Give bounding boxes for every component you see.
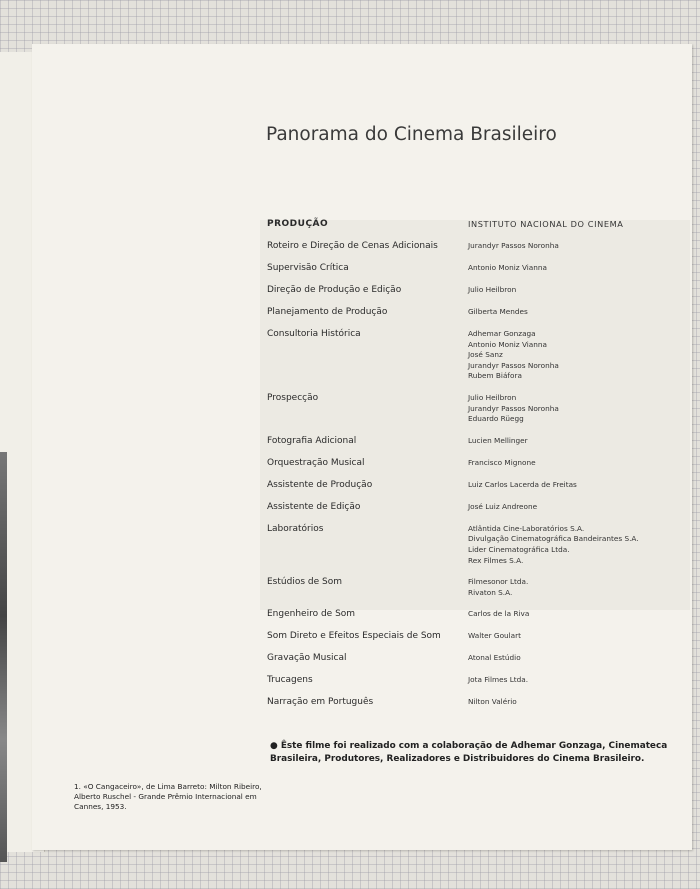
- credit-name: Jurandyr Passos Noronha: [468, 403, 559, 413]
- credit-row: [267, 329, 687, 382]
- credit-row: [267, 307, 687, 318]
- credit-name: Filmesonor Ltda.: [468, 577, 529, 587]
- credit-role: Trucagens: [267, 675, 313, 686]
- credit-role: Som Direto e Efeitos Especiais de Som: [267, 631, 441, 642]
- credit-names: [468, 502, 537, 513]
- credit-name: Rubem Biáfora: [468, 371, 522, 381]
- credit-role: PRODUÇÃO: [267, 219, 329, 229]
- credit-names: [468, 458, 536, 469]
- credit-row: [267, 393, 687, 425]
- credit-name: INSTITUTO NACIONAL DO CINEMA: [468, 219, 624, 229]
- credit-names: [468, 697, 517, 708]
- credit-name: Walter Goulart: [468, 631, 522, 641]
- credit-names: [468, 524, 639, 566]
- credit-names: [468, 631, 521, 642]
- credit-role: Direção de Produção e Edição: [267, 285, 402, 295]
- credit-name: Antonio Moniz Vianna: [468, 263, 547, 272]
- page-title: Panorama do Cinema Brasileiro: [266, 124, 557, 145]
- credit-name: Julio Heilbron: [468, 392, 517, 402]
- credit-row: [267, 219, 687, 230]
- credit-role: Assistente de Produção: [267, 479, 373, 490]
- photo-caption: 1. «O Cangaceiro», de Lima Barreto: Milton Ribeiro, Alberto Ruschel - Grande Prêmio Internacional em Cannes, 1953.: [74, 782, 262, 812]
- credit-role: Orquestração Musical: [267, 457, 365, 468]
- credit-row: [267, 524, 687, 566]
- credit-name: Francisco Mignone: [468, 457, 536, 467]
- credit-names: [468, 329, 559, 382]
- credit-role: Prospecção: [267, 392, 319, 403]
- credit-names: [468, 675, 528, 686]
- credit-name: Carlos de la Riva: [468, 609, 530, 619]
- credit-names: [468, 219, 624, 230]
- credit-names: [468, 241, 559, 252]
- credits-list: [267, 219, 687, 719]
- credit-row: [267, 285, 687, 296]
- credit-row: [267, 675, 687, 686]
- credit-name: Atonal Estúdio: [468, 653, 521, 663]
- credit-name: Jurandyr Passos Noronha: [468, 241, 559, 250]
- credit-name: Nilton Valério: [468, 697, 517, 707]
- credit-names: [468, 307, 528, 318]
- credit-row: [267, 577, 687, 598]
- credit-role: Planejamento de Produção: [267, 307, 388, 317]
- credit-role: Fotografia Adicional: [267, 435, 357, 446]
- document-page: [32, 44, 692, 850]
- credit-names: [468, 393, 559, 425]
- credit-row: [267, 502, 687, 513]
- credit-name: Julio Heilbron: [468, 285, 517, 294]
- credit-names: [468, 577, 528, 598]
- collaboration-note: ● Êste filme foi realizado com a colaboração de Adhemar Gonzaga, Cinemateca Brasileira, Produtores, Realizadores e Distribuidores do Cinema Brasileiro.: [270, 741, 668, 764]
- credit-name: José Sanz: [468, 350, 503, 360]
- credit-names: [468, 436, 528, 447]
- credit-name: Atlântida Cine-Laboratórios S.A.: [468, 523, 585, 533]
- credit-name: Eduardo Rüegg: [468, 414, 524, 424]
- credit-role: Laboratórios: [267, 523, 324, 534]
- credit-row: [267, 697, 687, 708]
- credit-names: [468, 480, 577, 491]
- credit-name: Jurandyr Passos Noronha: [468, 360, 559, 370]
- credit-role: Consultoria Histórica: [267, 329, 361, 339]
- credit-names: [468, 653, 521, 664]
- credit-role: Roteiro e Direção de Cenas Adicionais: [267, 241, 438, 251]
- credit-name: Antonio Moniz Vianna: [468, 339, 547, 349]
- credit-names: [468, 263, 547, 274]
- credit-role: Gravação Musical: [267, 653, 347, 664]
- credit-role: Supervisão Crítica: [267, 263, 349, 273]
- credit-name: Divulgação Cinematográfica Bandeirantes S.A.: [468, 534, 639, 544]
- credit-name: Lider Cinematográfica Ltda.: [468, 544, 570, 554]
- credit-role: Assistente de Edição: [267, 501, 361, 512]
- credit-role: Estúdios de Som: [267, 577, 342, 588]
- credit-row: [267, 653, 687, 664]
- credit-row: [267, 436, 687, 447]
- credit-row: [267, 241, 687, 252]
- credit-row: [267, 480, 687, 491]
- credit-name: Jota Filmes Ltda.: [468, 675, 529, 685]
- credit-name: Gilberta Mendes: [468, 307, 528, 316]
- credit-names: [468, 609, 529, 620]
- credit-row: [267, 631, 687, 642]
- credit-names: [468, 285, 516, 296]
- credit-role: Engenheiro de Som: [267, 609, 356, 620]
- credit-name: Rex Filmes S.A.: [468, 555, 524, 565]
- left-page-photo: [0, 452, 7, 862]
- credit-name: José Luiz Andreone: [468, 501, 538, 511]
- credit-name: Lucien Mellinger: [468, 435, 528, 445]
- credit-row: [267, 263, 687, 274]
- credit-row: [267, 458, 687, 469]
- credit-name: Luiz Carlos Lacerda de Freitas: [468, 479, 577, 489]
- credit-name: Adhemar Gonzaga: [468, 329, 536, 338]
- credit-name: Rivaton S.A.: [468, 587, 513, 597]
- credit-row: [267, 609, 687, 620]
- credit-role: Narração em Português: [267, 697, 374, 708]
